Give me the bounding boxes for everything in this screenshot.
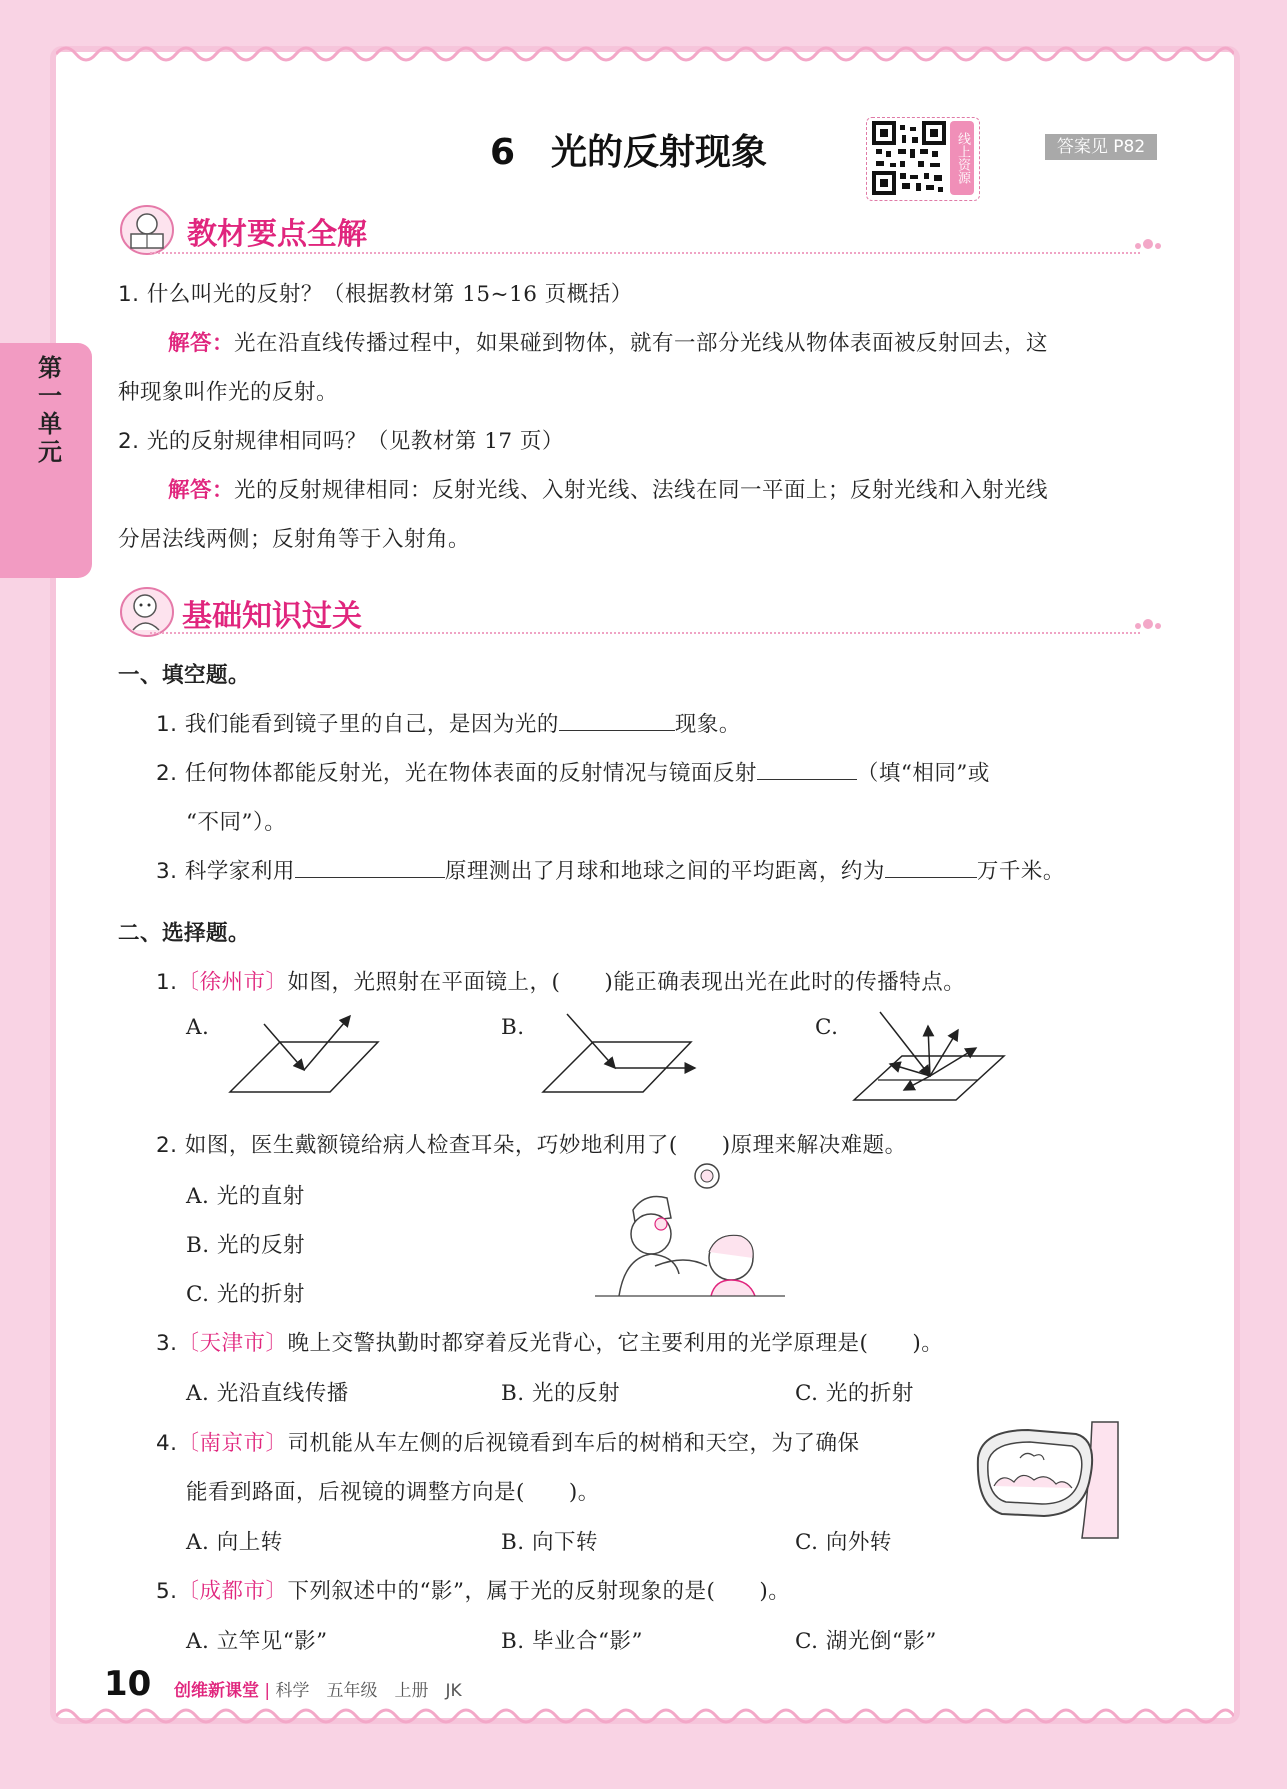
- fill-q1-pre: 我们能看到镜子里的自己，是因为光的: [184, 712, 559, 737]
- student-reading-mascot-icon: [117, 202, 177, 256]
- mc-q3-option-a[interactable]: A. 光沿直线传播: [186, 1381, 349, 1406]
- student-thinking-mascot-icon: [117, 584, 177, 638]
- kp-a2-label: 解答：: [168, 478, 235, 503]
- footer-info: 创维新课堂 | 科学 五年级 上册 JK: [174, 1681, 462, 1701]
- mc-q4-option-c[interactable]: C. 向外转: [795, 1530, 892, 1555]
- mc-q2-option-c[interactable]: C. 光的折射: [186, 1282, 305, 1307]
- fill-q3-blank-1[interactable]: [295, 857, 445, 878]
- mc-q2-number: 2.: [156, 1133, 178, 1158]
- kp-q2-number: 2.: [118, 429, 140, 454]
- mc-q4-option-a[interactable]: A. 向上转: [186, 1530, 283, 1555]
- kp-answer-2-line1: [168, 473, 1048, 504]
- mc-q2-option-a[interactable]: A. 光的直射: [186, 1184, 305, 1209]
- mc-q3-number: 3.: [156, 1331, 178, 1356]
- mc-q3-option-c[interactable]: C. 光的折射: [795, 1381, 914, 1406]
- fill-q1-blank[interactable]: [559, 710, 675, 731]
- fill-in-heading: 一、填空题。: [118, 663, 251, 688]
- fill-in-question-2: [156, 756, 990, 787]
- kp-question-2: [118, 424, 564, 455]
- mc-q4-option-b[interactable]: B. 向下转: [501, 1530, 598, 1555]
- fill-q2-blank[interactable]: [757, 759, 857, 780]
- kp-question-1: [118, 277, 633, 308]
- qr-resource-label: 线上资源: [950, 121, 974, 195]
- kp-a1-text: 光在沿直线传播过程中，如果碰到物体，就有一部分光线从物体表面被反射回去，这: [234, 331, 1049, 356]
- mirror-diagram-c: [850, 1004, 1010, 1104]
- kp-answer-1-line1: [168, 326, 1048, 357]
- fill-in-question-1: [156, 707, 741, 738]
- fill-q3-post: 万千米。: [976, 859, 1065, 884]
- top-wave-border: [56, 40, 1234, 64]
- mc-q5-option-c[interactable]: C. 湖光倒“影”: [795, 1629, 937, 1654]
- choice-question-1: [156, 965, 965, 996]
- mirror-diagram-b: [535, 1010, 705, 1096]
- page-title: 6 光的反射现象: [490, 132, 768, 173]
- mc-q1-text: 如图，光照射在平面镜上，( )能正确表现出光在此时的传播特点。: [287, 970, 966, 995]
- kp-q2-text: 光的反射规律相同吗？（见教材第 17 页）: [146, 429, 564, 454]
- kp-q1-text: 什么叫光的反射？（根据教材第 15~16 页概括）: [146, 282, 633, 307]
- section-title-basic-knowledge: 基础知识过关: [182, 599, 362, 634]
- answer-reference-badge: 答案见 P82: [1045, 134, 1157, 160]
- mc-q3-region-tag: 〔天津市〕: [177, 1331, 288, 1356]
- mc-q1-option-b[interactable]: B.: [501, 1015, 525, 1040]
- choice-question-5: [156, 1574, 790, 1605]
- doctor-head-mirror-illustration: [595, 1162, 785, 1298]
- qr-code-icon: [872, 121, 946, 195]
- divider-dots-icon: [1132, 236, 1162, 254]
- mc-q5-option-a[interactable]: A. 立竿见“影”: [186, 1629, 328, 1654]
- unit-side-tab-label: 第一单元: [33, 355, 62, 467]
- mc-q2-text: 如图，医生戴额镜给病人检查耳朵，巧妙地利用了( )原理来解决难题。: [184, 1133, 907, 1158]
- kp-answer-1-line2: 种现象叫作光的反射。: [118, 380, 339, 405]
- kp-answer-2-line2: 分居法线两侧；反射角等于入射角。: [118, 527, 471, 552]
- unit-side-tab: [0, 343, 92, 578]
- divider-dots-icon: [1132, 616, 1162, 634]
- fill-q3-pre: 科学家利用: [184, 859, 295, 884]
- bottom-wave-border: [56, 1706, 1234, 1730]
- fill-q3-number: 3.: [156, 859, 178, 884]
- mirror-diagram-a: [222, 1010, 382, 1096]
- fill-q1-post: 现象。: [674, 712, 741, 737]
- kp-q1-number: 1.: [118, 282, 140, 307]
- mc-q5-region-tag: 〔成都市〕: [177, 1579, 288, 1604]
- footer-brand: 创维新课堂: [174, 1681, 259, 1701]
- section-divider: [150, 632, 1140, 634]
- mc-q5-option-b[interactable]: B. 毕业合“影”: [501, 1629, 643, 1654]
- choice-heading: 二、选择题。: [118, 921, 251, 946]
- fill-q2-number: 2.: [156, 761, 178, 786]
- mc-q3-option-b[interactable]: B. 光的反射: [501, 1381, 620, 1406]
- page-number: 10: [104, 1664, 152, 1704]
- mc-q1-number: 1.: [156, 970, 178, 995]
- mc-q4-region-tag: 〔南京市〕: [177, 1431, 288, 1456]
- footer-subject-info: 科学 五年级 上册 JK: [275, 1681, 462, 1701]
- choice-question-4: [156, 1426, 860, 1457]
- section-divider: [150, 252, 1140, 254]
- kp-a2-text: 光的反射规律相同：反射光线、入射光线、法线在同一平面上；反射光线和入射光线: [234, 478, 1049, 503]
- choice-question-3: [156, 1326, 943, 1357]
- mc-q4-line1: 司机能从车左侧的后视镜看到车后的树梢和天空，为了确保: [287, 1431, 860, 1456]
- car-side-mirror-illustration: [972, 1418, 1122, 1544]
- fill-q2-post: （填“相同”或: [856, 761, 990, 786]
- mc-q4-line2: 能看到路面，后视镜的调整方向是( )。: [186, 1480, 600, 1505]
- fill-in-question-3: [156, 854, 1065, 885]
- mc-q5-text: 下列叙述中的“影”，属于光的反射现象的是( )。: [287, 1579, 791, 1604]
- mc-q2-option-b[interactable]: B. 光的反射: [186, 1233, 305, 1258]
- fill-q2-pre: 任何物体都能反射光，光在物体表面的反射情况与镜面反射: [184, 761, 757, 786]
- fill-q2-line2: “不同”）。: [186, 810, 287, 835]
- choice-question-2: [156, 1128, 907, 1159]
- mc-q4-number: 4.: [156, 1431, 178, 1456]
- kp-a1-label: 解答：: [168, 331, 235, 356]
- mc-q3-text: 晚上交警执勤时都穿着反光背心，它主要利用的光学原理是( )。: [287, 1331, 944, 1356]
- mc-q5-number: 5.: [156, 1579, 178, 1604]
- mc-q1-option-c[interactable]: C.: [815, 1015, 839, 1040]
- mc-q1-region-tag: 〔徐州市〕: [177, 970, 288, 995]
- fill-q3-blank-2[interactable]: [885, 857, 977, 878]
- fill-q1-number: 1.: [156, 712, 178, 737]
- mc-q1-option-a[interactable]: A.: [186, 1015, 210, 1040]
- fill-q3-mid: 原理测出了月球和地球之间的平均距离，约为: [444, 859, 885, 884]
- section-title-key-points: 教材要点全解: [187, 217, 367, 252]
